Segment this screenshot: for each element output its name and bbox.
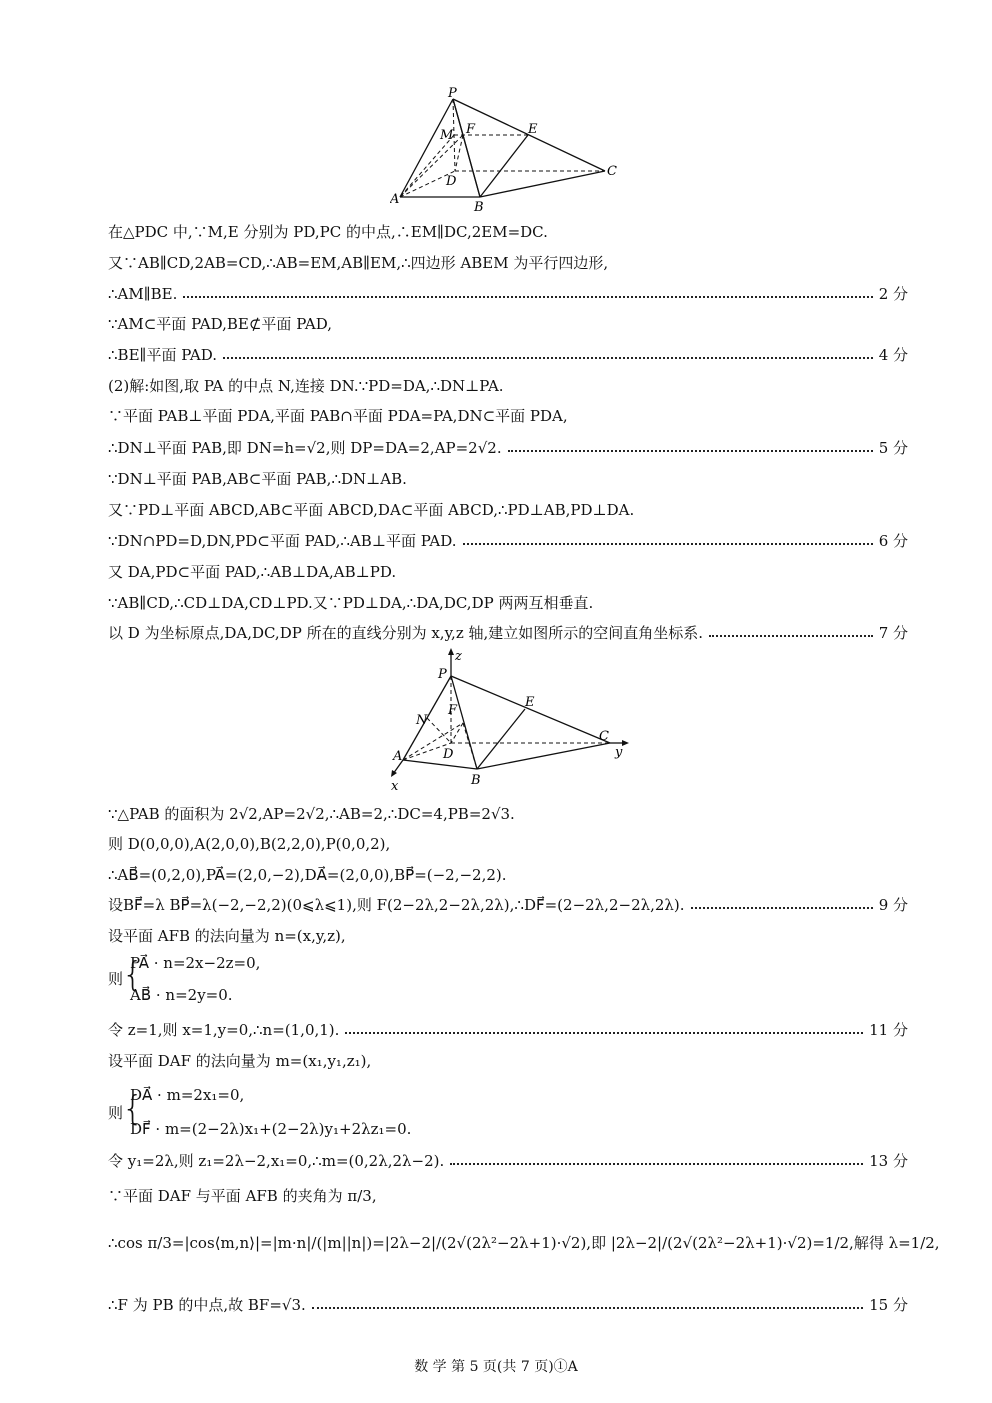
fig2-label-F: F <box>448 703 458 718</box>
system1-lead: 则 <box>108 970 124 988</box>
line-text: 令 z=1,则 x=1,y=0,∴n=(1,0,1). <box>108 1021 340 1039</box>
equation-system-1 <box>108 950 508 1010</box>
fig2-label-P: P <box>438 667 447 682</box>
fig1-label-D: D <box>446 174 457 189</box>
line-text: 以 D 为坐标原点,DA,DC,DP 所在的直线分别为 x,y,z 轴,建立如图所示的空间直角坐标系. <box>108 624 704 642</box>
text-line <box>108 1050 908 1072</box>
fig1-label-E: E <box>528 122 538 137</box>
text-line <box>108 864 908 886</box>
fig2-label-N: N <box>416 713 428 728</box>
dot-leader <box>508 450 873 452</box>
line-text: ∴DN⊥平面 PAB,即 DN=h=√2,则 DP=DA=2,AP=2√2. <box>108 439 502 457</box>
text-line <box>108 1232 940 1254</box>
system1-row1: PA⃗ · n=2x−2z=0, <box>130 954 261 972</box>
text-line <box>108 252 908 274</box>
line-text: ∵AB∥CD,∴CD⊥DA,CD⊥PD.又∵PD⊥DA,∴DA,DC,DP 两两互相垂直. <box>108 594 594 612</box>
line-text: ∵AM⊂平面 PAD,BE⊄平面 PAD, <box>108 315 332 333</box>
left-brace-icon: { <box>122 1089 144 1129</box>
dot-leader <box>312 1307 863 1309</box>
dot-leader <box>450 1163 863 1165</box>
text-line <box>108 1294 908 1316</box>
text-line <box>108 561 908 583</box>
text-line <box>108 925 908 947</box>
text-line <box>108 221 908 243</box>
fig2-label-x: x <box>391 779 399 793</box>
line-text: 又∵AB∥CD,2AB=CD,∴AB=EM,AB∥EM,∴四边形 ABEM 为平行四边形, <box>108 254 609 272</box>
line-text: ∵△PAB 的面积为 2√2,AP=2√2,∴AB=2,∴DC=4,PB=2√3. <box>108 805 515 823</box>
dot-leader <box>223 357 873 359</box>
line-text: 又∵PD⊥平面 ABCD,AB⊂平面 ABCD,DA⊂平面 ABCD,∴PD⊥AB,PD⊥DA. <box>108 501 635 519</box>
dot-leader <box>463 543 873 545</box>
score-label: 2 分 <box>878 285 908 303</box>
line-text: 设BF⃗=λ BP⃗=λ(−2,−2,2)(0⩽λ⩽1),则 F(2−2λ,2−2λ,2λ),∴DF⃗=(2−2λ,2−2λ,2λ). <box>108 896 685 914</box>
dot-leader <box>183 296 872 298</box>
score-label: 4 分 <box>878 346 908 364</box>
fig1-label-M: M <box>440 128 454 143</box>
figure-pyramid-coordinate <box>385 648 635 793</box>
text-line <box>108 622 908 644</box>
text-line <box>108 283 908 305</box>
line-text: 则 D(0,0,0),A(2,0,0),B(2,2,0),P(0,0,2), <box>108 835 391 853</box>
score-label: 5 分 <box>878 439 908 457</box>
line-text: 又 DA,PD⊂平面 PAD,∴AB⊥DA,AB⊥PD. <box>108 563 397 581</box>
text-line <box>108 437 908 459</box>
text-line <box>108 530 908 552</box>
text-line <box>108 405 908 427</box>
score-label: 9 分 <box>878 896 908 914</box>
text-line <box>108 313 908 335</box>
score-label: 7 分 <box>878 624 908 642</box>
text-line <box>108 592 908 614</box>
fig1-label-P: P <box>448 86 457 101</box>
system2-row1: DA⃗ · m=2x₁=0, <box>130 1086 245 1104</box>
system1-row2: AB⃗ · n=2y=0. <box>130 986 233 1004</box>
line-text: 设平面 AFB 的法向量为 n=(x,y,z), <box>108 927 346 945</box>
score-label: 11 分 <box>869 1021 908 1039</box>
text-line <box>108 468 908 490</box>
line-text: ∵平面 PAB⊥平面 PDA,平面 PAB∩平面 PDA=PA,DN⊂平面 PDA, <box>108 407 568 425</box>
fig2-label-A: A <box>393 749 403 764</box>
text-line <box>108 1150 908 1172</box>
text-line <box>108 499 908 521</box>
line-text: 令 y₁=2λ,则 z₁=2λ−2,x₁=0,∴m=(0,2λ,2λ−2). <box>108 1152 445 1170</box>
fig1-label-A: A <box>390 192 400 207</box>
system2-row2: DF⃗ · m=(2−2λ)x₁+(2−2λ)y₁+2λz₁=0. <box>130 1120 412 1138</box>
fig1-label-F: F <box>466 122 476 137</box>
text-line <box>108 1019 908 1041</box>
dot-leader <box>709 635 873 637</box>
line-text: ∴AB⃗=(0,2,0),PA⃗=(2,0,−2),DA⃗=(2,0,0),BP⃗=(−2,−2,2). <box>108 866 507 884</box>
dot-leader <box>345 1032 863 1034</box>
line-text: ∵DN∩PD=D,DN,PD⊂平面 PAD,∴AB⊥平面 PAD. <box>108 532 457 550</box>
text-line <box>108 1185 908 1207</box>
fig2-label-E: E <box>525 695 535 710</box>
fig2-label-z: z <box>455 649 462 664</box>
fig2-label-C: C <box>599 729 609 744</box>
line-text: (2)解:如图,取 PA 的中点 N,连接 DN.∵PD=DA,∴DN⊥PA. <box>108 377 504 395</box>
fig2-label-D: D <box>443 747 454 762</box>
fig2-label-B: B <box>471 773 481 788</box>
line-text: ∴F 为 PB 的中点,故 BF=√3. <box>108 1296 306 1314</box>
text-line <box>108 833 908 855</box>
line-text: ∴BE∥平面 PAD. <box>108 346 218 364</box>
line-text: ∵平面 DAF 与平面 AFB 的夹角为 π/3, <box>108 1187 377 1205</box>
equation-system-2 <box>108 1080 708 1140</box>
dot-leader <box>691 907 873 909</box>
score-label: 13 分 <box>869 1152 908 1170</box>
fig1-label-B: B <box>474 200 484 215</box>
text-line <box>108 894 908 916</box>
line-text: ∵DN⊥平面 PAB,AB⊂平面 PAB,∴DN⊥AB. <box>108 470 407 488</box>
line-text: ∴cos π/3=|cos⟨m,n⟩|=|m·n|/(|m||n|)=|2λ−2|/(2√(2λ²−2λ+1)·√2),即 |2λ−2|/(2√(2λ²−2λ+1)·√2)=1/2,解得 λ=1/2, <box>108 1234 940 1252</box>
line-text: ∴AM∥BE. <box>108 285 178 303</box>
score-label: 15 分 <box>869 1296 908 1314</box>
text-line <box>108 344 908 366</box>
page-footer: 数 学 第 5 页(共 7 页)①A <box>414 1359 578 1375</box>
text-line <box>108 375 908 397</box>
system2-lead: 则 <box>108 1104 124 1122</box>
left-brace-icon: { <box>122 955 144 995</box>
line-text: 在△PDC 中,∵M,E 分别为 PD,PC 的中点,∴EM∥DC,2EM=DC. <box>108 223 548 241</box>
text-line <box>108 803 908 825</box>
figure-pyramid-1 <box>390 85 630 215</box>
fig2-label-y: y <box>615 745 623 760</box>
fig1-label-C: C <box>607 164 617 179</box>
score-label: 6 分 <box>878 532 908 550</box>
line-text: 设平面 DAF 的法向量为 m=(x₁,y₁,z₁), <box>108 1052 372 1070</box>
